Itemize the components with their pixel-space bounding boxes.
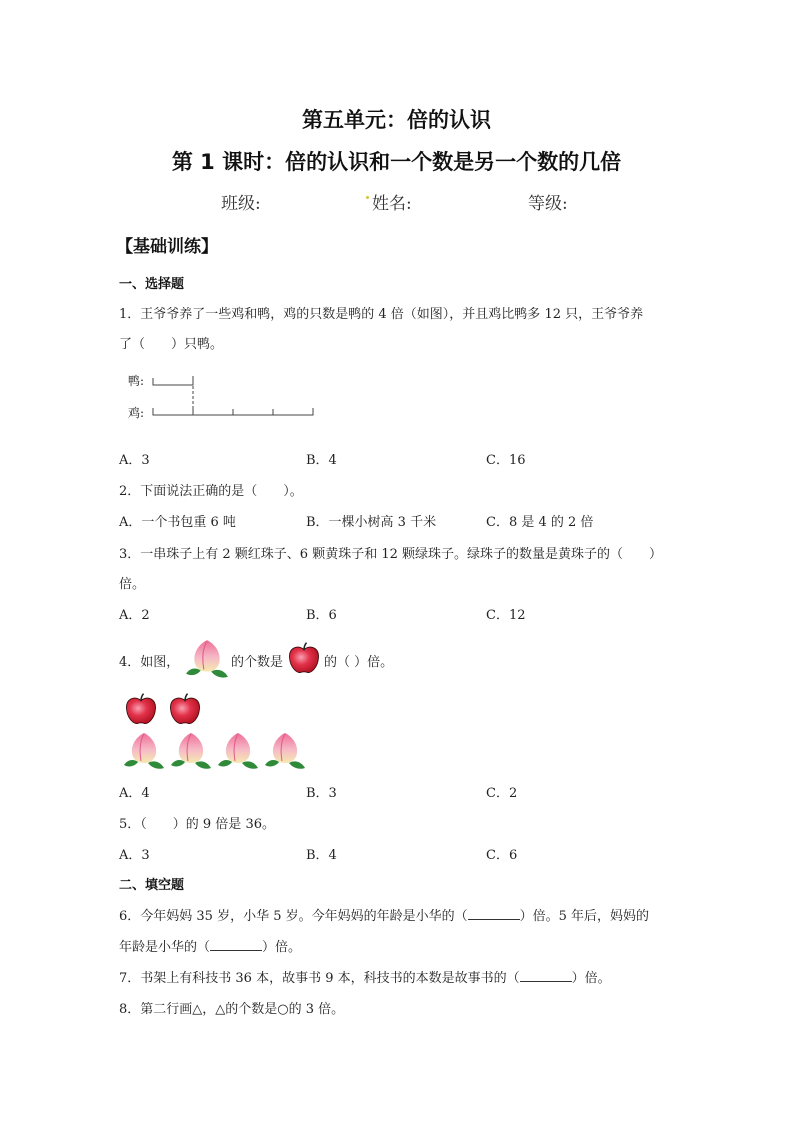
part2-heading: 二、填空题 — [119, 878, 185, 893]
q1-line2: 了（ ）只鸭。 — [119, 337, 224, 352]
q6-line2 — [119, 936, 301, 955]
q5-line1: 5．（ ）的 9 倍是 36。 — [119, 817, 275, 832]
q4-middle: 的个数是 — [231, 655, 284, 670]
q4-option-b: B．3 — [306, 786, 337, 801]
q1-option-a: A．3 — [119, 453, 150, 468]
q4-suffix: 的（ ）倍。 — [324, 655, 394, 670]
q6-line1 — [119, 905, 649, 924]
q6-blank-1[interactable] — [468, 908, 520, 920]
unit-title: 第五单元：倍的认识 — [302, 108, 491, 132]
q5-option-a: A．3 — [119, 848, 150, 863]
q3-option-c: C．12 — [486, 608, 526, 623]
peach-icon — [262, 731, 308, 771]
q7-line1 — [119, 967, 611, 986]
chicken-label: 鸡: — [128, 406, 145, 420]
part1-heading: 一、选择题 — [119, 277, 185, 292]
q5-option-b: B．4 — [306, 848, 337, 863]
lesson-title: 第 1 课时：倍的认识和一个数是另一个数的几倍 — [171, 150, 622, 174]
q6-line1-start: 6．今年妈妈 35 岁，小华 5 岁。今年妈妈的年龄是小华的（ — [119, 909, 468, 924]
q6-line2-end: ）倍。 — [262, 940, 302, 955]
apple-row — [124, 691, 202, 727]
apple-icon — [168, 691, 202, 727]
stray-dot — [366, 196, 369, 199]
q6-blank-2[interactable] — [210, 939, 262, 951]
duck-label: 鸭: — [128, 374, 145, 388]
q1-option-c: C．16 — [486, 453, 526, 468]
q4-option-c: C．2 — [486, 786, 518, 801]
peach-icon — [184, 638, 230, 680]
q7-line1-start: 7．书架上有科技书 36 本，故事书 9 本，科技书的本数是故事书的（ — [119, 971, 520, 986]
name-label: 姓名: — [372, 194, 412, 214]
peach-row — [121, 731, 308, 771]
section-title: 【基础训练】 — [116, 237, 218, 257]
q7-line1-end: ）倍。 — [571, 971, 611, 986]
q3-line1: 3．一串珠子上有 2 颗红珠子、6 颗黄珠子和 12 颗绿珠子。绿珠子的数量是黄珠子的（ ） — [119, 547, 663, 562]
apple-icon — [124, 691, 158, 727]
q8-line1: 8．第二行画△，△的个数是○的 3 倍。 — [119, 1002, 345, 1017]
segment-diagram — [150, 372, 320, 422]
q6-line2-start: 年龄是小华的（ — [119, 940, 211, 955]
q2-line1: 2．下面说法正确的是（ ）。 — [119, 484, 303, 499]
q1-line1: 1．王爷爷养了一些鸡和鸭，鸡的只数是鸭的 4 倍（如图），并且鸡比鸭多 12 只，王爷爷养 — [119, 307, 644, 322]
q7-blank[interactable] — [520, 970, 572, 982]
q3-line2: 倍。 — [119, 577, 146, 592]
peach-icon — [215, 731, 261, 771]
peach-icon — [121, 731, 167, 771]
apple-icon — [287, 640, 321, 676]
q6-line1-end: ）倍。5 年后，妈妈的 — [519, 909, 650, 924]
q4-prefix: 4．如图， — [119, 655, 180, 670]
q2-option-b: B．一棵小树高 3 千米 — [306, 515, 437, 530]
grade-label: 等级: — [528, 194, 568, 214]
q3-option-a: A．2 — [119, 608, 150, 623]
q2-option-c: C．8 是 4 的 2 倍 — [486, 515, 594, 530]
q4-option-a: A．4 — [119, 786, 150, 801]
q5-option-c: C．6 — [486, 848, 518, 863]
q3-option-b: B．6 — [306, 608, 337, 623]
q2-option-a: A．一个书包重 6 吨 — [119, 515, 236, 530]
peach-icon — [168, 731, 214, 771]
q1-option-b: B．4 — [306, 453, 337, 468]
class-label: 班级: — [221, 194, 261, 214]
